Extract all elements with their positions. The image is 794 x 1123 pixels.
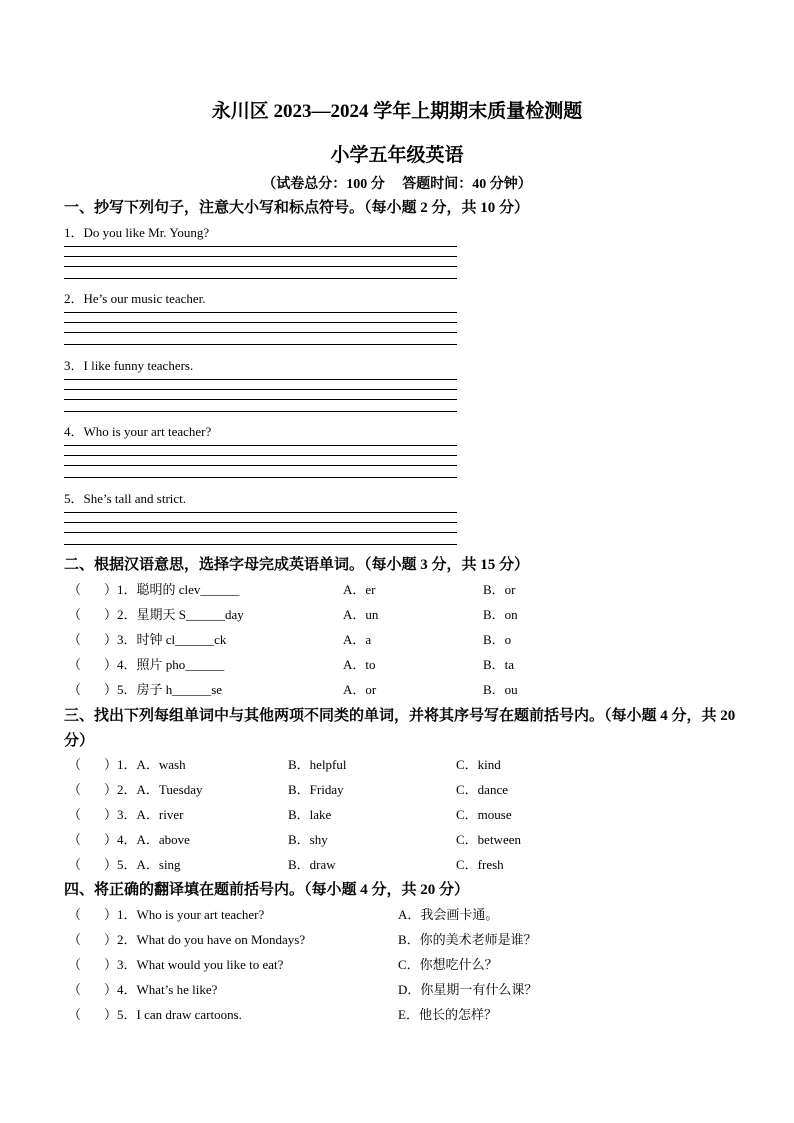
- question-text: ）2．What do you have on Mondays?: [104, 932, 306, 947]
- exam-title: 永川区 2023—2024 学年上期期末质量检测题: [211, 101, 583, 122]
- question-row: [64, 604, 744, 626]
- option-c: C．dance: [456, 782, 508, 797]
- option-c: C．between: [456, 832, 521, 847]
- answer-paren[interactable]: （: [68, 782, 82, 797]
- section-2-heading: 二、根据汉语意思，选择字母完成英语单词。（每小题 3 分，共 15 分）: [64, 557, 530, 573]
- option-c: C．kind: [456, 757, 501, 772]
- question-text: ）5．房子 h______se: [104, 682, 223, 697]
- question-text: 5．She’s tall and strict.: [64, 491, 187, 506]
- exam-info: （试卷总分：100 分 答题时间：40 分钟）: [262, 177, 532, 192]
- translation-option: C．你想吃什么？: [398, 957, 498, 972]
- question-text: ）3．时钟 cl______ck: [104, 632, 227, 647]
- question-row: [64, 579, 744, 601]
- writing-lines[interactable]: [64, 443, 464, 483]
- option-b: B．ou: [483, 682, 518, 697]
- question-row: [64, 979, 744, 1001]
- copy-question: [64, 355, 464, 417]
- question-row: [64, 929, 744, 951]
- option-b: B．Friday: [288, 782, 344, 797]
- section-4-heading: 四、将正确的翻译填在题前括号内。（每小题 4 分，共 20 分）: [64, 882, 470, 898]
- question-row: [64, 679, 744, 701]
- question-text: ）4．What’s he like?: [104, 982, 218, 997]
- question-text: ）2．星期天 S______day: [104, 607, 244, 622]
- answer-paren[interactable]: （: [68, 657, 82, 672]
- question-text: ）4．照片 pho______: [104, 657, 225, 672]
- writing-lines[interactable]: [64, 377, 464, 417]
- option-a: ）2．A．Tuesday: [104, 782, 203, 797]
- option-c: C．fresh: [456, 857, 504, 872]
- answer-paren[interactable]: （: [68, 607, 82, 622]
- answer-paren[interactable]: （: [68, 907, 82, 922]
- option-a: ）1．A．wash: [104, 757, 186, 772]
- answer-paren[interactable]: （: [68, 957, 82, 972]
- question-text: ）5．I can draw cartoons.: [104, 1007, 242, 1022]
- answer-paren[interactable]: （: [68, 1007, 82, 1022]
- option-c: C．mouse: [456, 807, 512, 822]
- answer-paren[interactable]: （: [68, 982, 82, 997]
- question-row: [64, 954, 744, 976]
- answer-paren[interactable]: （: [68, 582, 82, 597]
- question-row: [64, 1004, 744, 1026]
- question-text: 2．He’s our music teacher.: [64, 291, 206, 306]
- option-b: B．shy: [288, 832, 328, 847]
- option-a: A．or: [343, 682, 377, 697]
- question-row: [64, 854, 744, 876]
- question-row: [64, 654, 744, 676]
- answer-paren[interactable]: （: [68, 832, 82, 847]
- question-text: ）3．What would you like to eat?: [104, 957, 284, 972]
- question-row: [64, 779, 744, 801]
- option-a: A．un: [343, 607, 379, 622]
- translation-option: B．你的美术老师是谁？: [398, 932, 537, 947]
- option-b: B．o: [483, 632, 512, 647]
- exam-subtitle: 小学五年级英语: [330, 145, 464, 166]
- question-text: ）1．聪明的 clev______: [104, 582, 240, 597]
- answer-paren[interactable]: （: [68, 857, 82, 872]
- translation-option: E．他长的怎样？: [398, 1007, 497, 1022]
- option-b: B．on: [483, 607, 518, 622]
- option-a: ）4．A．above: [104, 832, 190, 847]
- question-row: [64, 629, 744, 651]
- answer-paren[interactable]: （: [68, 932, 82, 947]
- option-a: A．er: [343, 582, 376, 597]
- section-1-heading: 一、抄写下列句子，注意大小写和标点符号。（每小题 2 分，共 10 分）: [64, 200, 530, 216]
- translation-option: A．我会画卡通。: [398, 907, 499, 922]
- option-b: B．lake: [288, 807, 332, 822]
- writing-lines[interactable]: [64, 510, 464, 550]
- copy-question: [64, 421, 464, 483]
- option-a: A．a: [343, 632, 372, 647]
- question-text: ）1．Who is your art teacher?: [104, 907, 265, 922]
- translation-option: D．你星期一有什么课？: [398, 982, 538, 997]
- writing-lines[interactable]: [64, 310, 464, 350]
- copy-question: [64, 222, 464, 284]
- writing-lines[interactable]: [64, 244, 464, 284]
- copy-question: [64, 488, 464, 550]
- question-text: 3．I like funny teachers.: [64, 358, 194, 373]
- option-a: ）5．A．sing: [104, 857, 181, 872]
- answer-paren[interactable]: （: [68, 632, 82, 647]
- option-a: ）3．A．river: [104, 807, 184, 822]
- question-row: [64, 829, 744, 851]
- question-row: [64, 754, 744, 776]
- option-b: B．draw: [288, 857, 336, 872]
- option-b: B．ta: [483, 657, 515, 672]
- question-row: [64, 804, 744, 826]
- option-b: B．or: [483, 582, 516, 597]
- question-text: 4．Who is your art teacher?: [64, 424, 212, 439]
- answer-paren[interactable]: （: [68, 757, 82, 772]
- question-text: 1．Do you like Mr. Young?: [64, 225, 210, 240]
- question-row: [64, 904, 744, 926]
- option-b: B．helpful: [288, 757, 347, 772]
- answer-paren[interactable]: （: [68, 682, 82, 697]
- copy-question: [64, 288, 464, 350]
- answer-paren[interactable]: （: [68, 807, 82, 822]
- option-a: A．to: [343, 657, 376, 672]
- section-3-heading: 三、找出下列每组单词中与其他两项不同类的单词，并将其序号写在题前括号内。（每小题 4 分，共 20 分）: [64, 708, 736, 749]
